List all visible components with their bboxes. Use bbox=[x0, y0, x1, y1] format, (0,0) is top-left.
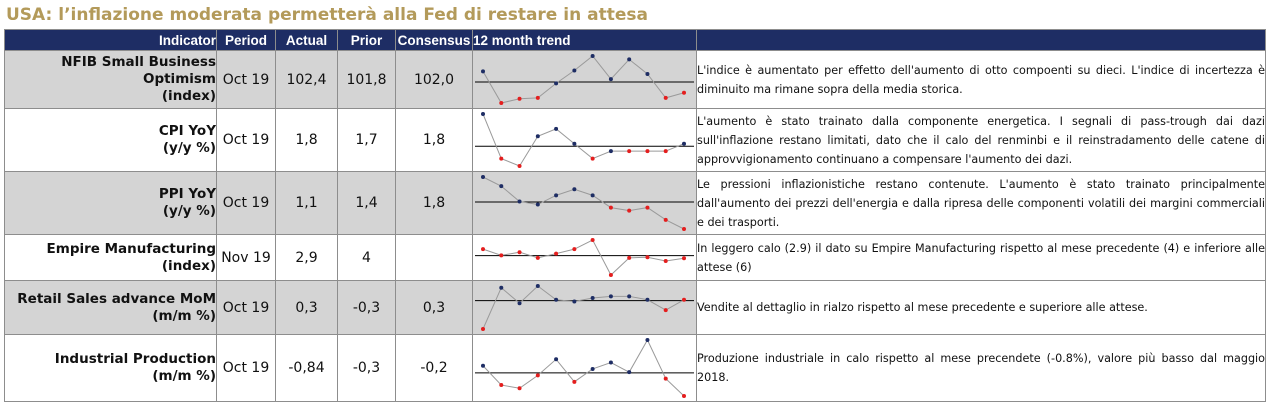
sparkline-point bbox=[572, 142, 576, 146]
header-trend: 12 month trend bbox=[473, 30, 697, 51]
sparkline-point bbox=[554, 193, 558, 197]
actual-cell: 1,8 bbox=[276, 109, 338, 172]
sparkline-point bbox=[591, 238, 595, 242]
consensus-cell: 0,3 bbox=[396, 281, 473, 335]
indicator-label-line: Industrial Production bbox=[54, 351, 216, 367]
period-cell: Oct 19 bbox=[217, 109, 276, 172]
sparkline-point bbox=[682, 142, 686, 146]
sparkline-point bbox=[664, 149, 668, 153]
sparkline-point bbox=[481, 112, 485, 116]
indicator-cell bbox=[5, 335, 217, 402]
sparkline-point bbox=[518, 199, 522, 203]
sparkline-point bbox=[572, 187, 576, 191]
indicator-label-line: Retail Sales advance MoM bbox=[17, 290, 216, 307]
sparkline-point bbox=[554, 252, 558, 256]
period-cell: Oct 19 bbox=[217, 335, 276, 402]
sparkline-point bbox=[572, 247, 576, 251]
sparkline-point bbox=[499, 253, 503, 257]
indicator-cell bbox=[5, 109, 217, 172]
sparkline-point bbox=[499, 157, 503, 161]
sparkline-point bbox=[536, 256, 540, 260]
sparkline-point bbox=[536, 203, 540, 207]
sparkline-point bbox=[536, 284, 540, 288]
table-row bbox=[5, 109, 1266, 172]
indicator-label-line: (index) bbox=[161, 88, 216, 104]
sparkline-point bbox=[645, 72, 649, 76]
prior-cell: 1,4 bbox=[338, 172, 396, 235]
sparkline-point bbox=[664, 96, 668, 100]
sparkline-point bbox=[609, 361, 613, 365]
sparkline-point bbox=[609, 149, 613, 153]
header-comment bbox=[697, 30, 1266, 51]
header-actual: Actual bbox=[276, 30, 338, 51]
comment-cell: L'indice è aumentato per effetto dell'aumento di otto compoenti su dieci. L'indice di incertezza è diminuito ma rimane sopra della media storica. bbox=[697, 51, 1266, 109]
sparkline-point bbox=[499, 101, 503, 105]
indicator-label-line: PPI YoY bbox=[158, 186, 216, 202]
sparkline-line bbox=[483, 56, 684, 103]
sparkline-line bbox=[483, 286, 684, 329]
indicator-label-line: (y/y %) bbox=[162, 203, 216, 219]
sparkline-line bbox=[483, 340, 684, 396]
table-row bbox=[5, 235, 1266, 281]
consensus-cell: -0,2 bbox=[396, 335, 473, 402]
sparkline-point bbox=[682, 298, 686, 302]
sparkline-point bbox=[627, 149, 631, 153]
prior-cell: -0,3 bbox=[338, 335, 396, 402]
sparkline-point bbox=[627, 370, 631, 374]
indicator-label-line: CPI YoY bbox=[158, 123, 216, 139]
header-consensus: Consensus bbox=[396, 30, 473, 51]
sparkline-point bbox=[664, 259, 668, 263]
actual-cell: 2,9 bbox=[276, 235, 338, 281]
prior-cell: 4 bbox=[338, 235, 396, 281]
sparkline-point bbox=[554, 298, 558, 302]
table-row bbox=[5, 51, 1266, 109]
sparkline-point bbox=[481, 327, 485, 331]
consensus-cell: 1,8 bbox=[396, 172, 473, 235]
trend-cell bbox=[473, 281, 697, 335]
header-prior: Prior bbox=[338, 30, 396, 51]
page-title: USA: l’inflazione moderata permetterà alla Fed di restare in attesa bbox=[6, 5, 648, 25]
sparkline-point bbox=[609, 273, 613, 277]
comment-cell: In leggero calo (2.9) il dato su Empire Manufacturing rispetto al mese precedente (4) e inferiore alle attese (6) bbox=[697, 235, 1266, 281]
sparkline-point bbox=[518, 164, 522, 168]
indicator-cell bbox=[5, 235, 217, 281]
sparkline-point bbox=[627, 57, 631, 61]
sparkline-point bbox=[554, 357, 558, 361]
sparkline-point bbox=[572, 380, 576, 384]
sparkline-chart bbox=[473, 281, 696, 334]
sparkline-point bbox=[609, 77, 613, 81]
sparkline-chart bbox=[473, 109, 696, 171]
sparkline-point bbox=[591, 54, 595, 58]
period-cell: Nov 19 bbox=[217, 235, 276, 281]
period-cell: Oct 19 bbox=[217, 172, 276, 235]
sparkline-point bbox=[518, 250, 522, 254]
sparkline-point bbox=[645, 255, 649, 259]
indicator-table bbox=[4, 29, 1266, 402]
actual-cell: 102,4 bbox=[276, 51, 338, 109]
sparkline-point bbox=[609, 206, 613, 210]
sparkline-point bbox=[481, 69, 485, 73]
sparkline-point bbox=[645, 338, 649, 342]
actual-cell: 1,1 bbox=[276, 172, 338, 235]
table-row bbox=[5, 281, 1266, 335]
sparkline-point bbox=[591, 367, 595, 371]
sparkline-point bbox=[499, 286, 503, 290]
sparkline-point bbox=[591, 296, 595, 300]
indicator-label-line: (m/m %) bbox=[152, 368, 216, 384]
sparkline-point bbox=[645, 206, 649, 210]
indicator-cell bbox=[5, 172, 217, 235]
trend-cell bbox=[473, 235, 697, 281]
sparkline-point bbox=[481, 175, 485, 179]
sparkline-point bbox=[682, 227, 686, 231]
indicator-cell bbox=[5, 51, 217, 109]
indicator-label-line: (y/y %) bbox=[162, 140, 216, 156]
sparkline-point bbox=[554, 81, 558, 85]
trend-cell bbox=[473, 109, 697, 172]
sparkline-chart bbox=[473, 172, 696, 234]
sparkline-point bbox=[536, 134, 540, 138]
actual-cell: -0,84 bbox=[276, 335, 338, 402]
sparkline-point bbox=[682, 256, 686, 260]
sparkline-chart bbox=[473, 51, 696, 108]
sparkline-point bbox=[591, 193, 595, 197]
sparkline-point bbox=[518, 386, 522, 390]
sparkline-point bbox=[499, 184, 503, 188]
table-row bbox=[5, 335, 1266, 402]
header-period: Period bbox=[217, 30, 276, 51]
comment-cell: Le pressioni inflazionistiche restano contenute. L'aumento è stato trainato principalmente dall'aumento dei prezzi dell'energia e dalla ripresa delle componenti volatili dei margini commerciali e dei trasporti. bbox=[697, 172, 1266, 235]
prior-cell: -0,3 bbox=[338, 281, 396, 335]
sparkline-point bbox=[572, 69, 576, 73]
sparkline-point bbox=[518, 97, 522, 101]
indicator-label-line: (index) bbox=[161, 257, 216, 274]
sparkline-point bbox=[627, 256, 631, 260]
sparkline-point bbox=[645, 149, 649, 153]
comment-cell: L'aumento è stato trainato dalla componente energetica. I segnali di pass-trough dai dazi sull'inflazione restano limitati, dato che il calo del renminbi e il reinstradamento delle catene di approvvigionamento continuano a compensare l'aumento dei dazi. bbox=[697, 109, 1266, 172]
indicator-label-line: Empire Manufacturing bbox=[46, 240, 216, 257]
period-cell: Oct 19 bbox=[217, 281, 276, 335]
sparkline-point bbox=[682, 394, 686, 398]
sparkline-point bbox=[627, 209, 631, 213]
sparkline-point bbox=[572, 299, 576, 303]
sparkline-point bbox=[591, 157, 595, 161]
indicator-label-line: NFIB Small Business bbox=[61, 54, 216, 70]
comment-cell: Produzione industriale in calo rispetto al mese precendete (-0.8%), valore più basso dal maggio 2018. bbox=[697, 335, 1266, 402]
indicator-cell bbox=[5, 281, 217, 335]
period-cell: Oct 19 bbox=[217, 51, 276, 109]
consensus-cell: 102,0 bbox=[396, 51, 473, 109]
sparkline-point bbox=[664, 377, 668, 381]
sparkline-point bbox=[518, 301, 522, 305]
sparkline-point bbox=[536, 96, 540, 100]
sparkline-point bbox=[664, 308, 668, 312]
sparkline-point bbox=[536, 373, 540, 377]
trend-cell bbox=[473, 172, 697, 235]
prior-cell: 1,7 bbox=[338, 109, 396, 172]
actual-cell: 0,3 bbox=[276, 281, 338, 335]
prior-cell: 101,8 bbox=[338, 51, 396, 109]
sparkline-point bbox=[499, 383, 503, 387]
sparkline-chart bbox=[473, 235, 696, 280]
sparkline-point bbox=[664, 218, 668, 222]
sparkline-point bbox=[645, 298, 649, 302]
consensus-cell bbox=[396, 235, 473, 281]
sparkline-line bbox=[483, 114, 684, 166]
header-row bbox=[5, 30, 1266, 51]
sparkline-line bbox=[483, 177, 684, 229]
table-row bbox=[5, 172, 1266, 235]
consensus-cell: 1,8 bbox=[396, 109, 473, 172]
sparkline-point bbox=[481, 247, 485, 251]
sparkline-point bbox=[609, 294, 613, 298]
indicator-label-line: (m/m %) bbox=[152, 307, 216, 324]
sparkline-point bbox=[627, 294, 631, 298]
sparkline-point bbox=[481, 364, 485, 368]
trend-cell bbox=[473, 335, 697, 402]
trend-cell bbox=[473, 51, 697, 109]
comment-cell: Vendite al dettaglio in rialzo rispetto al mese precedente e superiore alle attese. bbox=[697, 281, 1266, 335]
sparkline-point bbox=[682, 91, 686, 95]
sparkline-chart bbox=[473, 335, 696, 401]
sparkline-line bbox=[483, 240, 684, 275]
indicator-label-line: Optimism bbox=[142, 71, 216, 87]
header-indicator: Indicator bbox=[5, 30, 217, 51]
sparkline-point bbox=[554, 127, 558, 131]
